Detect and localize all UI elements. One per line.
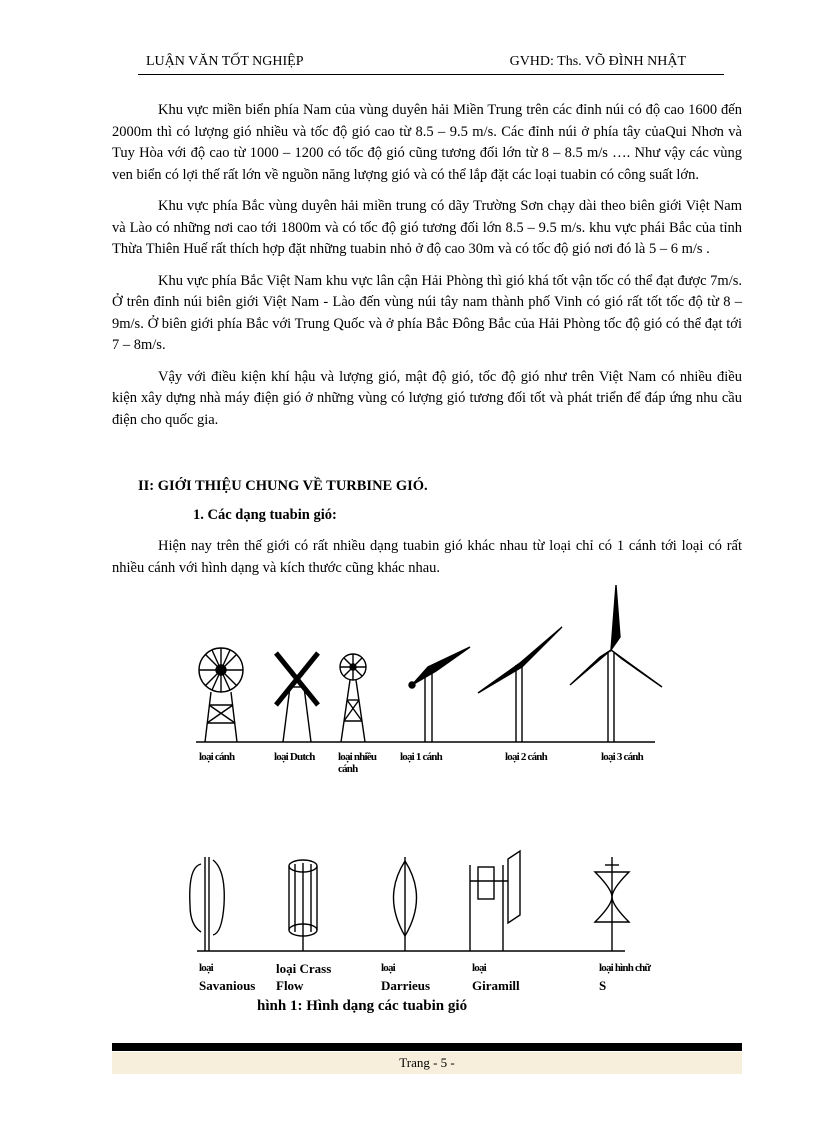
paragraph: Khu vực phía Bắc vùng duyên hải miền trung có dãy Trường Sơn chạy dài theo biên giới Việt Nam và Lào có những nơi cao tới 1800m và có tốc độ gió tương đối lớn 8.5 – 9.5 m/s. khu vực phái Bắc của tỉnh Thừa Thiên Huế rất thích hợp đặt những tuabin nhỏ ở độ cao 30m và có tốc độ gió nơi đó là 5 – 6 m/s .: [112, 198, 742, 257]
subheading: 1. Các dạng tuabin gió:: [193, 507, 337, 523]
turbine-icon-giromill: [470, 851, 520, 951]
page-number: Trang - 5 -: [112, 1052, 742, 1074]
turbine-types-figure: [0, 575, 816, 995]
intro-text: [112, 536, 742, 579]
turbine-icon-darrieus: [394, 857, 417, 951]
label-two-blade: loại 2 cánh: [505, 751, 547, 763]
label-prefix: loại: [472, 962, 486, 974]
label-giromill: [472, 960, 520, 994]
turbine-icon-single-blade: [409, 647, 470, 742]
label-prefix: loại hình chữ: [599, 962, 651, 974]
label-classic: loại cánh: [199, 751, 235, 763]
turbine-icon-three-blade: [570, 585, 662, 742]
turbine-icon-multiblade: [340, 654, 366, 742]
label-savonius: [199, 960, 255, 994]
intro-paragraph: Hiện nay trên thế giới có rất nhiều dạng tuabin gió khác nhau từ loại chỉ có 1 cánh tới loại có rất nhiều cánh với hình dạng và kích thước cũng khác nhau.: [112, 538, 742, 576]
turbine-icon-two-blade: [478, 627, 562, 742]
label-crossflow: [276, 960, 331, 994]
turbine-icon-s-shape: [595, 857, 629, 951]
label-prefix: loại Crass: [276, 961, 332, 976]
turbine-icon-crossflow: [289, 860, 317, 951]
label-name: Flow: [276, 978, 304, 993]
label-prefix: loại: [381, 962, 395, 974]
label-dutch: loại Dutch: [274, 751, 315, 763]
turbine-icon-classic: [199, 648, 243, 742]
header-thesis-title: LUẬN VĂN TỐT NGHIỆP: [146, 54, 304, 69]
label-name: Savanious: [199, 978, 256, 993]
label-s-shape: [599, 960, 650, 994]
paragraph: Khu vực phía Bắc Việt Nam khu vực lân cận Hải Phòng thì gió khá tốt vận tốc có thể đạt được 7m/s. Ở trên đỉnh núi biên giới Việt Nam - Lào đến vùng núi tây nam thành phố Vinh có gió rất tốt tốc độ từ 8 – 9m/s. Ở biên giới phía Bắc với Trung Quốc và ở phía Bắc Đông Bắc của Hải Phòng tốc độ gió có thể đạt tới 7 – 8m/s.: [112, 272, 742, 353]
paragraph: Khu vực miền biển phía Nam của vùng duyên hải Miền Trung trên các đỉnh núi có độ cao 1600 đến 2000m thì có lượng gió nhiều và tốc độ gió cao từ 8.5 – 9.5 m/s. Các đỉnh núi ở phía tây củaQui Nhơn và Tuy Hòa với độ cao từ 1000 – 1200 có tốc độ gió cũng tương đối lớn từ 8 – 8.5 m/s …. Như vậy các vùng ven biển có lợi thế rất lớn về nguồn năng lượng gió và có thể lắp đặt các loại tuabin có công suất lớn.: [112, 102, 742, 183]
page-header: [138, 52, 724, 75]
label-prefix: loại: [199, 962, 213, 974]
label-multiblade: loại nhiều cánh: [338, 751, 377, 775]
paragraph: Vậy với điều kiện khí hậu và lượng gió, mật độ gió, tốc độ gió như trên Việt Nam có nhiều điều kiện xây dựng nhà máy điện gió ở những vùng có lượng gió tương đối tốt và phát triển để đáp ứng nhu cầu điện cho quốc gia.: [112, 368, 742, 428]
section-heading: II: GIỚI THIỆU CHUNG VỀ TURBINE GIÓ.: [138, 478, 428, 494]
figure-caption: hình 1: Hình dạng các tuabin gió: [257, 998, 468, 1014]
turbine-icon-savonius: [190, 857, 225, 951]
label-three-blade: loại 3 cánh: [601, 751, 643, 763]
label-single-blade: loại 1 cánh: [400, 751, 442, 763]
label-name: S: [599, 978, 607, 993]
label-darrieus: [381, 960, 430, 994]
turbine-icon-dutch: [276, 653, 318, 742]
footer-bar: [112, 1043, 742, 1051]
body-text: [112, 100, 742, 441]
label-name: Giramill: [472, 978, 520, 993]
label-name: Darrieus: [381, 978, 431, 993]
header-advisor: GVHD: Ths. VÕ ĐÌNH NHẬT: [509, 54, 686, 69]
